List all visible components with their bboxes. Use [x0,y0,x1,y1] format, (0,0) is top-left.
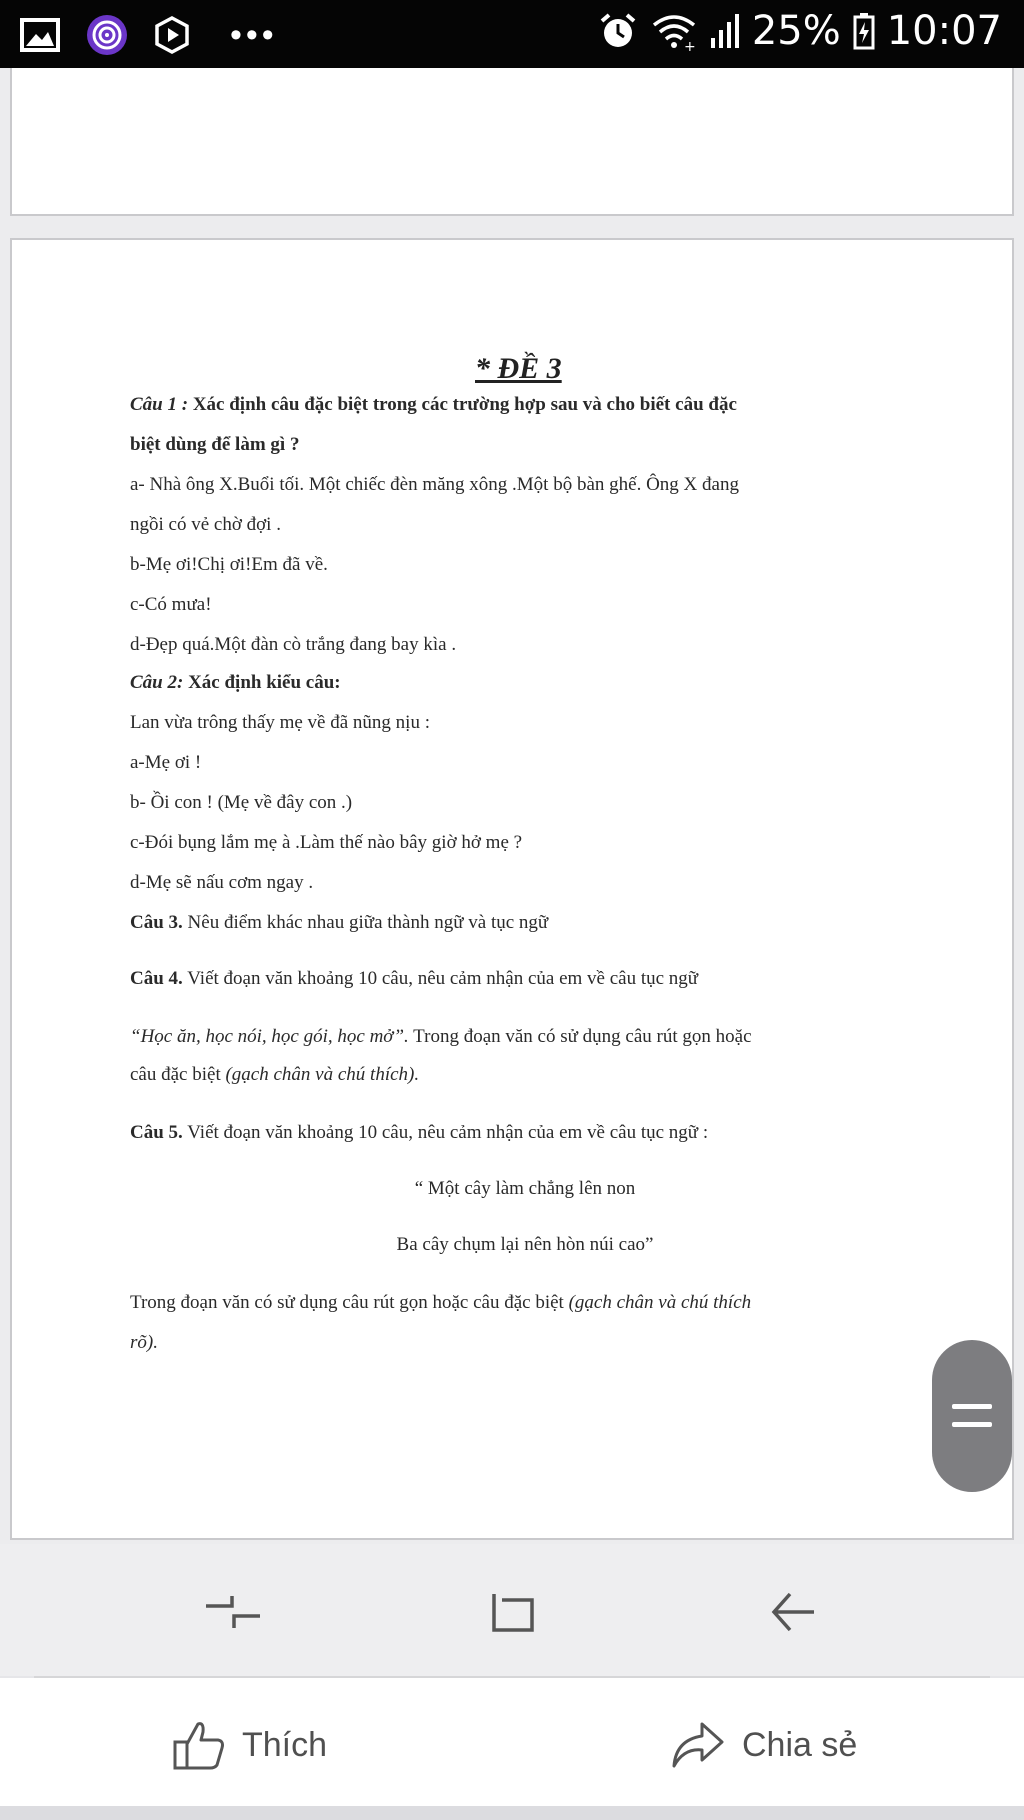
question-5: Câu 5. Viết đoạn văn khoảng 10 câu, nêu cảm nhận của em về câu tục ngữ : [130,1122,709,1143]
clock-time: 10:07 [886,8,1002,54]
share-button[interactable] [670,1718,857,1772]
status-icons-left [20,14,278,56]
back-icon[interactable] [762,1582,832,1642]
q1-option-d: d-Đẹp quá.Một đàn cò trắng đang bay kìa . [130,634,457,655]
document-viewer[interactable] [0,68,1024,1544]
like-label: Thích [242,1725,328,1764]
question-5-cont: Trong đoạn văn có sử dụng câu rút gọn hoặc câu đặc biệt (gạch chân và chú thích [130,1292,752,1313]
more-dots-icon: ••• [230,16,278,54]
q1-option-c: c-Có mưa! [130,594,212,615]
battery-percent: 25% [751,8,841,54]
like-button[interactable] [172,1718,327,1772]
q2-option-c: c-Đói bụng lắm mẹ à .Làm thế nào bây giờ hở mẹ ? [130,832,523,853]
signal-icon [710,12,740,50]
status-bar [0,0,1024,68]
question-1-cont: biệt dùng để làm gì ? [130,434,300,455]
question-2: Câu 2: Xác định kiểu câu: [130,672,341,693]
q2-intro: Lan vừa trông thấy mẹ về đã nũng nịu : [130,712,430,733]
q1-option-b: b-Mẹ ơi!Chị ơi!Em đã về. [130,554,328,575]
recent-apps-icon[interactable] [198,1582,268,1642]
status-icons-right [598,8,1002,54]
svg-text:+: + [683,39,696,51]
question-4-cont: “Học ăn, học nói, học gói, học mở”. Trong đoạn văn có sử dụng câu rút gọn hoặc [130,1026,752,1047]
q2-option-b: b- Ồi con ! (Mẹ về đây con .) [130,792,353,813]
question-3: Câu 3. Nêu điểm khác nhau giữa thành ngữ và tục ngữ [130,912,549,933]
q5-verse-1: “ Một cây làm chẳng lên non [414,1178,636,1199]
spiral-app-icon [86,14,128,56]
home-icon[interactable] [478,1582,548,1642]
battery-charging-icon [853,12,875,50]
action-bar [0,1678,1024,1806]
question-4: Câu 4. Viết đoạn văn khoảng 10 câu, nêu cảm nhận của em về câu tục ngữ [130,968,699,989]
share-label: Chia sẻ [742,1725,858,1764]
q5-verse-2: Ba cây chụm lại nên hòn núi cao” [396,1234,654,1255]
scroll-handle[interactable] [932,1340,1012,1492]
hexagon-play-icon [154,16,190,54]
previous-page [10,68,1014,216]
question-1: Câu 1 : Xác định câu đặc biệt trong các trường hợp sau và cho biết câu đặc [130,394,737,415]
document-page [10,238,1014,1540]
q1-option-a: a- Nhà ông X.Buổi tối. Một chiếc đèn măng xông .Một bộ bàn ghế. Ông X đang [130,474,739,495]
page-title: * ĐỀ 3 [475,352,562,385]
q1-option-a-cont: ngồi có vẻ chờ đợi . [130,514,281,535]
wifi-icon [650,11,698,51]
navigation-bar [0,1544,1024,1676]
q2-option-d: d-Mẹ sẽ nấu cơm ngay . [130,872,314,893]
thumbs-up-icon [172,1718,226,1772]
handle-grip-line [952,1404,992,1409]
question-5-cont-2: rõ). [130,1332,158,1353]
bottom-strip [0,1806,1024,1820]
q2-option-a: a-Mẹ ơi ! [130,752,202,773]
handle-grip-line [952,1422,992,1427]
gallery-icon [20,18,60,52]
alarm-icon [598,11,638,51]
share-arrow-icon [670,1718,726,1772]
question-4-cont-2: câu đặc biệt (gạch chân và chú thích). [130,1064,420,1085]
